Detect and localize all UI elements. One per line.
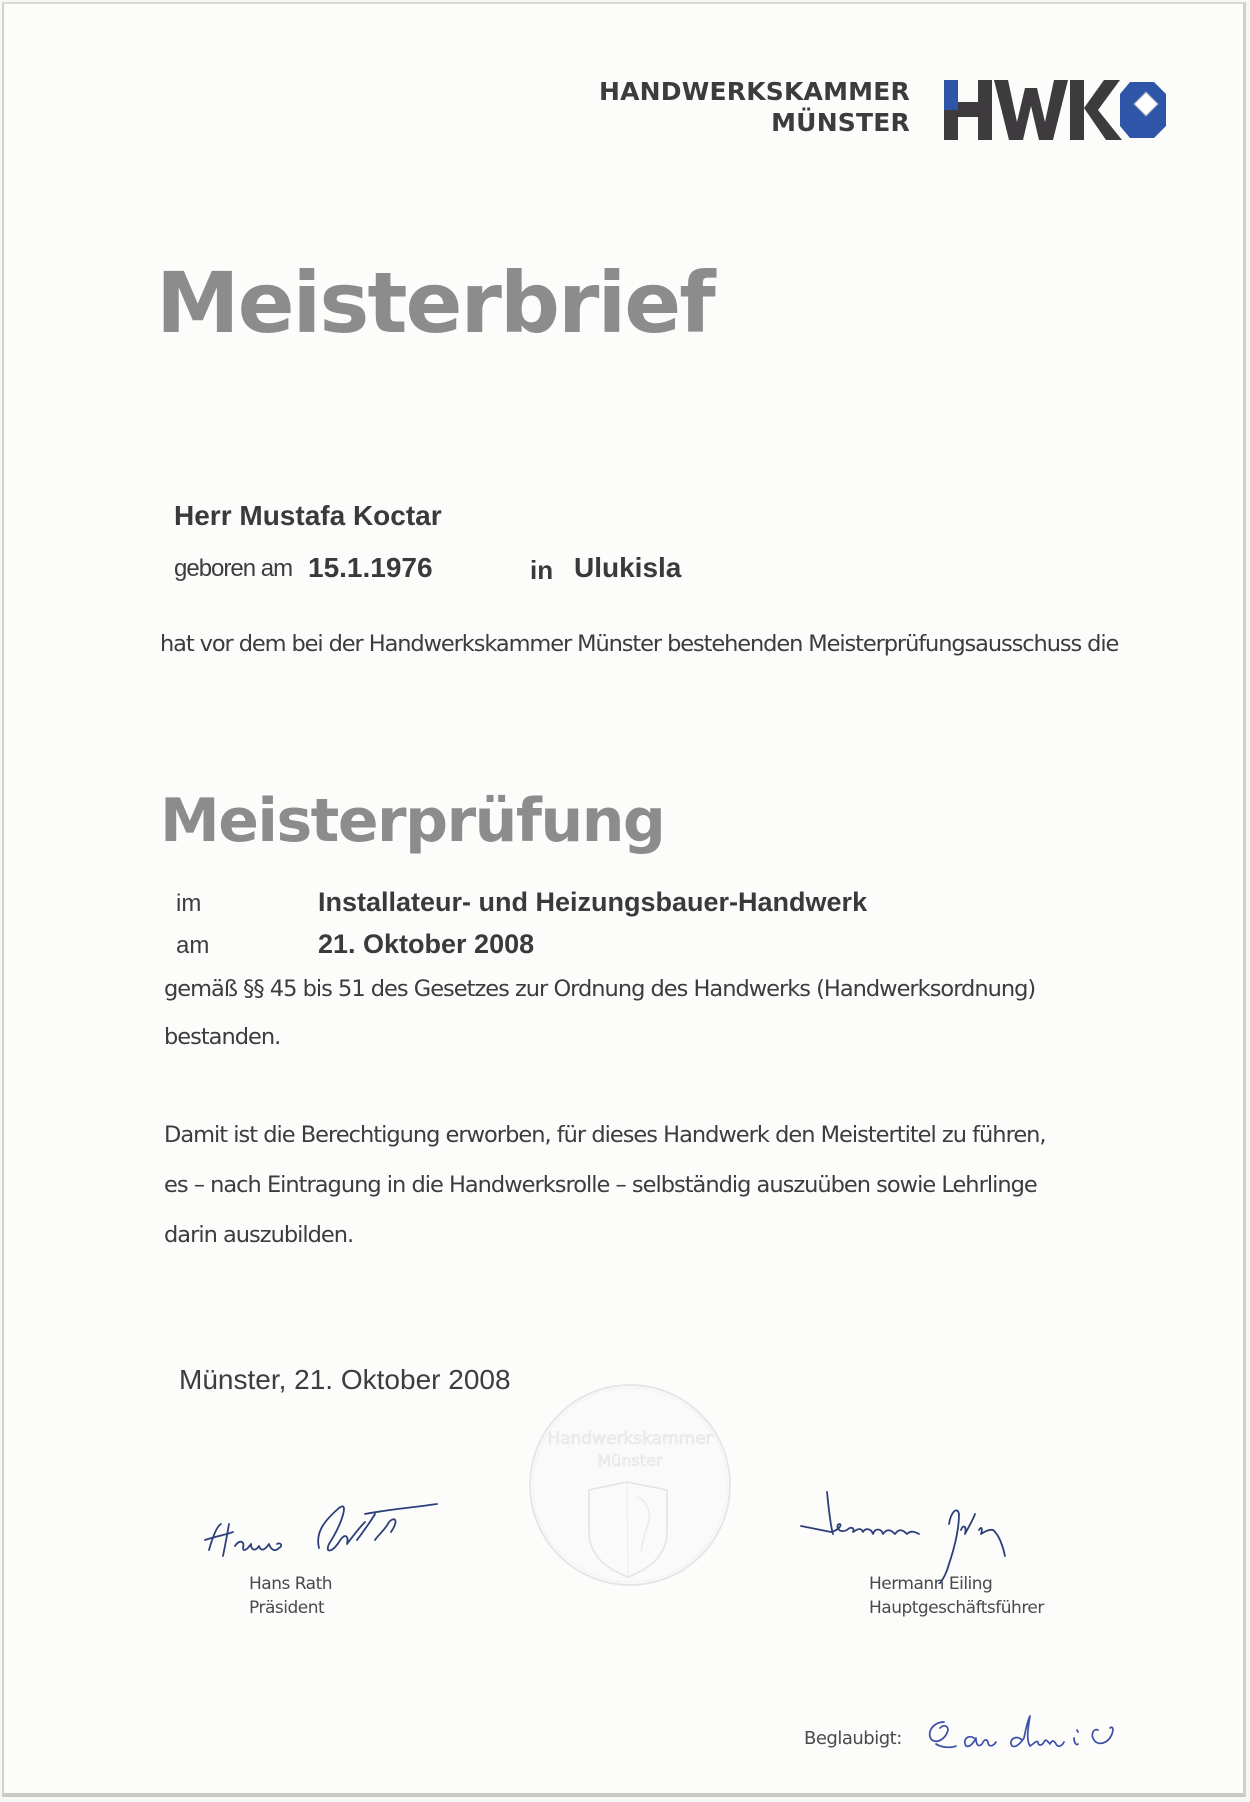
signer-president-role: Präsident <box>249 1598 325 1618</box>
document-title: Meisterbrief <box>156 254 714 352</box>
legal-basis-line: gemäß §§ 45 bis 51 des Gesetzes zur Ordnung des Handwerks (Handwerksordnung) <box>164 976 1036 1002</box>
certificate-page <box>2 2 1246 1797</box>
hwk-logo-icon <box>944 80 1169 140</box>
exam-date-value: 21. Oktober 2008 <box>318 929 535 959</box>
entitlement-line-1: Damit ist die Berechtigung erworben, für dieses Handwerk den Meistertitel zu führen, <box>164 1122 1046 1148</box>
place-date: Münster, 21. Oktober 2008 <box>179 1364 511 1395</box>
recipient-name: Herr Mustafa Koctar <box>174 500 442 531</box>
org-name <box>599 76 910 138</box>
exam-title: Meisterprüfung <box>160 786 665 856</box>
certification-signature-icon <box>922 1708 1142 1758</box>
seal-text-line1: Handwerkskammer <box>547 1429 713 1449</box>
seal-text-line2: Münster <box>597 1451 663 1470</box>
signer-managing-director-name: Hermann Eiling <box>869 1574 993 1594</box>
exam-date-label: am <box>176 932 210 959</box>
intro-line: hat vor dem bei der Handwerkskammer Münster bestehenden Meisterprüfungsausschuss die <box>160 631 1119 657</box>
org-name-line1: HANDWERKSKAMMER <box>598 77 910 106</box>
entitlement-line-3: darin auszubilden. <box>164 1222 354 1248</box>
born-date: 15.1.1976 <box>308 552 433 583</box>
embossed-seal-icon <box>527 1382 733 1588</box>
signer-president-name: Hans Rath <box>249 1574 333 1594</box>
signer-president <box>249 1572 332 1620</box>
born-place: Ulukisla <box>574 552 682 583</box>
exam-result-line: bestanden. <box>164 1024 281 1050</box>
signer-managing-director-role: Hauptgeschäftsführer <box>869 1598 1044 1618</box>
trade-label: im <box>176 890 202 917</box>
entitlement-line-2: es – nach Eintragung in die Handwerksrolle – selbständig auszuüben sowie Lehrlinge <box>164 1172 1037 1198</box>
certification-label: Beglaubigt: <box>804 1728 902 1749</box>
born-in-label: in <box>530 555 554 585</box>
signer-managing-director <box>869 1572 1044 1620</box>
org-name-line2: MÜNSTER <box>771 108 910 137</box>
trade-value: Installateur- und Heizungsbauer-Handwerk <box>318 887 868 917</box>
signature-managing-director-icon <box>799 1484 1044 1584</box>
signature-president-icon <box>199 1492 439 1572</box>
born-label: geboren am <box>174 555 293 582</box>
